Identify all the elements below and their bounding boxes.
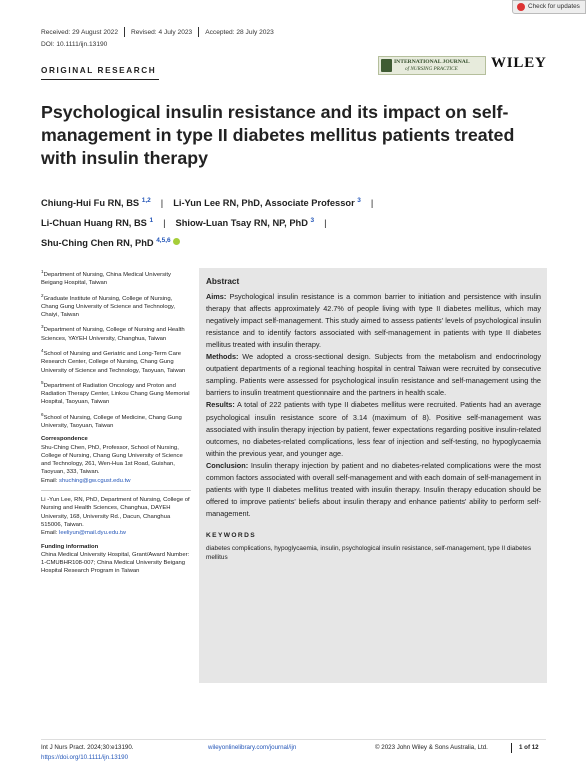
abstract-heading: Abstract: [206, 277, 240, 286]
correspondence-1: Shu-Ching Chen, PhD, Professor, School of Nursing, College of Nursing, Chang Gung University of Science and Technology, 261, Wen-Hua 1st Road, Guishan, Taoyuan, 333, Taiwan. Email: shuching@gw.cgust.edu.tw: [41, 444, 183, 484]
journal-site-link[interactable]: wileyonlinelibrary.com/journal/ijn: [208, 744, 297, 751]
author-separator: |: [160, 198, 164, 208]
email-link[interactable]: leeliyun@mail.dyu.edu.tw: [59, 530, 126, 537]
journal-name-line1: INTERNATIONAL JOURNAL: [394, 59, 470, 65]
author-list: [41, 193, 546, 253]
section-rule: [41, 79, 159, 80]
correspondence-2: Li -Yun Lee, RN, PhD, Department of Nursing, College of Nursing and Health Sciences, Changhua, DAYEH University, 168, University Rd., Dacun, Changhua 515006, Taiwan. Email: leeliyun@mail.dyu.edu.tw: [41, 497, 190, 537]
author-affil-ref[interactable]: 3: [310, 217, 315, 224]
affiliation: $^5$Department of Radiation Oncology and Proton and Radiation Therapy Center, Linkou Chang Gung Memorial Hospital, Taoyuan, Taiwan: [41, 379, 190, 406]
email-link[interactable]: shuching@gw.cgust.edu.tw: [59, 477, 131, 484]
author-separator: |: [163, 218, 166, 228]
author-name[interactable]: Shiow-Luan Tsay RN, NP, PhD: [175, 218, 308, 228]
article-dates: [41, 27, 274, 37]
received-date: Received: 29 August 2022: [41, 28, 118, 36]
affiliation: $^6$School of Nursing, College of Medicine, Chang Gung University, Taoyuan, Taiwan: [41, 411, 182, 429]
funding-heading: Funding information: [41, 543, 99, 550]
article-sidebar: [41, 268, 191, 580]
divider: [41, 490, 191, 491]
abstract-conclusion: Conclusion: Insulin therapy injection by patient and no diabetes-related complications were the most common factors associated with overall self-management and with each domain of self-management in patients with type II diabetes mellitus treated with insulin therapy. Insulin therapy education should be offered to improve patients' beliefs about insulin therapy and enhance patients' ability to perform self-management.: [206, 460, 541, 518]
publisher-logo: WILEY: [491, 55, 547, 71]
check-updates-icon: [517, 3, 525, 11]
check-updates-label: Check for updates: [528, 3, 580, 10]
page-number: 1 of 12: [519, 744, 539, 751]
footer-rule: [41, 739, 546, 740]
funding-text: China Medical University Hospital, Grant/Award Number: 1-CMUBHR108-007; China Medical University Beigang Hospital Research Program in Taiwan: [41, 551, 190, 575]
abstract-methods: Methods: We adopted a cross-sectional design. Subjects from the metabolism and endocrinology outpatient departments of a regional teaching hospital in central Taiwan were recruited by consecutive sampling. Patients were assessed for psychological insulin resistance and self-management using the barriers to insulin treatment questionnaire and the partners in health scale.: [206, 352, 542, 398]
keywords: diabetes complications, hypoglycaemia, insulin, psychological insulin resistance, self-management, type II diabetes mellitus: [206, 544, 532, 561]
accepted-date: Accepted: 28 July 2023: [205, 28, 274, 36]
footer-citation: Int J Nurs Pract. 2024;30:e13190. https://doi.org/10.1111/ijn.13190: [41, 744, 134, 761]
doi-link[interactable]: https://doi.org/10.1111/ijn.13190: [41, 753, 129, 761]
abstract-aims: Aims: Psychological insulin resistance is a common barrier to initiation and persistence with insulin therapy that affects approximately 42.7% of people living with type II diabetes mellitus, which may negatively impact self-management. This study aimed to assess patients' levels of psychological insulin resistance and to identify factors associated with self-management in patients with type II diabetes mellitus treated with insulin therapy.: [206, 292, 541, 350]
doi: DOI: 10.1111/ijn.13190: [41, 41, 108, 48]
author-affil-ref[interactable]: 1,2: [141, 197, 151, 204]
author-name[interactable]: Li-Chuan Huang RN, BS: [41, 218, 147, 228]
copyright: © 2023 John Wiley & Sons Australia, Ltd.: [375, 744, 488, 751]
author-name[interactable]: Li-Yun Lee RN, PhD, Associate Professor: [173, 198, 355, 208]
journal-logo: [378, 56, 486, 75]
date-separator: [198, 27, 199, 37]
revised-date: Revised: 4 July 2023: [130, 28, 193, 36]
footer-separator: [511, 743, 512, 753]
journal-name-line2: of NURSING PRACTICE: [405, 66, 458, 72]
article-title: Psychological insulin resistance and its impact on self-management in type II diabetes mellitus patients treated with insulin therapy: [41, 102, 515, 168]
affiliation: $^1$Department of Nursing, China Medical University Beigang Hospital, Taiwan: [41, 269, 171, 287]
author-affil-ref[interactable]: 3: [357, 197, 361, 204]
check-for-updates-badge[interactable]: [512, 0, 586, 14]
author-name[interactable]: Shu-Ching Chen RN, PhD: [41, 238, 154, 248]
affiliation: $^3$Department of Nursing, College of Nursing and Health Sciences, YAYEH University, Changhua, Taiwan: [41, 324, 185, 342]
affiliation: $^4$School of Nursing and Geriatric and Long-Term Care Research Center, College of Nursing, Chang Gung University of Science and Technology, Taoyuan, Taiwan: [41, 347, 186, 374]
affiliation: $^2$Graduate Institute of Nursing, College of Nursing, Chang Gung University of Science and Technology, Chaiyi, Taiwan: [41, 292, 176, 319]
keywords-heading: KEYWORDS: [206, 531, 257, 539]
correspondence-heading: Correspondence: [41, 436, 88, 443]
author-separator: |: [324, 218, 327, 228]
date-separator: [124, 27, 125, 37]
section-label: ORIGINAL RESEARCH: [41, 66, 157, 75]
author-name[interactable]: Chiung-Hui Fu RN, BS: [41, 198, 140, 208]
abstract-box: [199, 268, 547, 683]
author-separator: |: [370, 198, 374, 208]
abstract-results: Results: A total of 222 patients with type II diabetes mellitus were recruited. Patients had an average psychological insulin resistance score of 3.14 (maximum of 8). Positive self-management was associated with insulin therapy injection by patient, fewer expectations regarding positive insulin-related outcomes, no diabetes-related complications, less fear of injection and self-testing, no hypoglycaemia within the previous year, and younger age.: [206, 400, 541, 458]
author-affil-ref[interactable]: 1: [149, 217, 154, 224]
journal-logo-icon: [381, 59, 392, 72]
author-affil-ref[interactable]: 4,5,6: [156, 237, 171, 244]
orcid-icon[interactable]: [173, 238, 180, 245]
